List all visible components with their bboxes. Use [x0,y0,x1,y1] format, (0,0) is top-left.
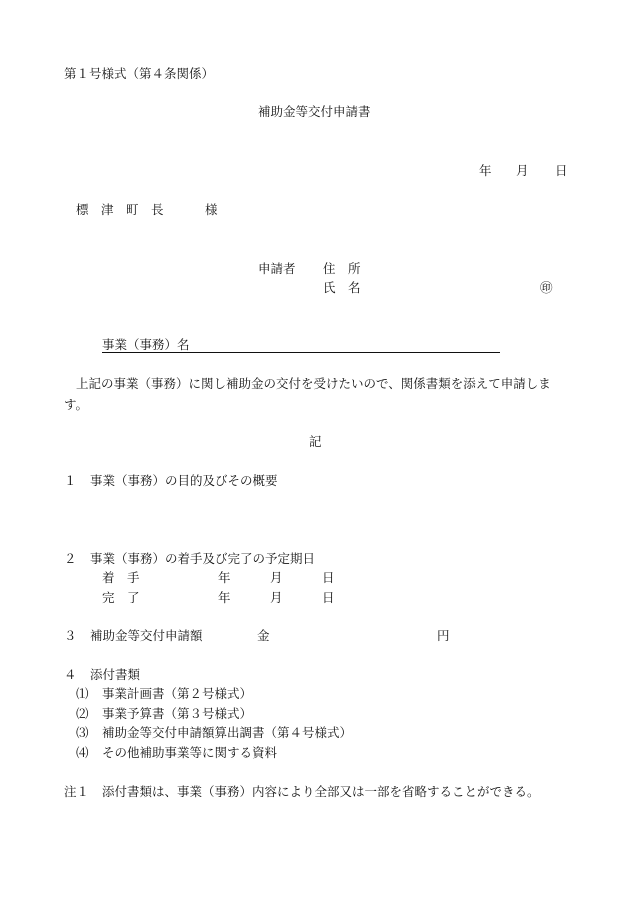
attachment-item-text: 補助金等交付申請額算出調書（第４号様式） [102,725,353,740]
date-month-label: 月 [516,163,529,178]
section4-number: ４ [64,667,77,682]
addressee-name: 標 津 町 長 [76,202,164,217]
project-name-underline [102,352,500,353]
start-month-label: 月 [270,570,283,585]
ki-heading: 記 [309,434,322,449]
start-year-label: 年 [218,570,231,585]
attachment-item-text: その他補助事業等に関する資料 [102,745,278,760]
date-day-label: 日 [555,163,568,178]
section2-title: 事業（事務）の着手及び完了の予定期日 [90,551,316,566]
attachment-item-number: ⑶ [76,725,89,740]
end-label: 完 了 [102,590,140,605]
form-number: 第１号様式（第４条関係） [64,66,215,81]
applicant-address-label: 住 所 [323,261,361,276]
end-day-label: 日 [322,590,335,605]
attachment-item-number: ⑷ [76,745,89,760]
attachment-item-text: 事業予算書（第３号様式） [102,706,253,721]
end-year-label: 年 [218,590,231,605]
attachment-item-number: ⑵ [76,706,89,721]
section3-number: ３ [64,628,77,643]
attachment-item-text: 事業計画書（第２号様式） [102,686,253,701]
end-month-label: 月 [270,590,283,605]
amount-yen-label: 円 [437,628,450,643]
note-label: 注１ [64,784,90,799]
request-text-line2: す。 [64,397,89,412]
section4-title: 添付書類 [90,667,141,682]
seal-mark: ㊞ [540,280,553,295]
amount-kin-label: 金 [257,628,270,643]
applicant-label: 申請者 [258,261,296,276]
start-day-label: 日 [322,570,335,585]
section1-number: １ [64,473,77,488]
section3-title: 補助金等交付申請額 [90,628,203,643]
date-year-label: 年 [479,163,492,178]
project-name-label: 事業（事務）名 [102,337,190,352]
document-title: 補助金等交付申請書 [258,104,371,119]
note-text: 添付書類は、事業（事務）内容により全部又は一部を省略することができる。 [102,784,540,799]
section1-title: 事業（事務）の目的及びその概要 [90,473,278,488]
start-label: 着 手 [102,570,140,585]
attachment-item-number: ⑴ [76,686,89,701]
section2-number: ２ [64,551,77,566]
applicant-name-label: 氏 名 [323,280,361,295]
addressee-honorific: 様 [205,202,218,217]
request-text-line1: 上記の事業（事務）に関し補助金の交付を受けたいので、関係書類を添えて申請しま [76,376,551,391]
